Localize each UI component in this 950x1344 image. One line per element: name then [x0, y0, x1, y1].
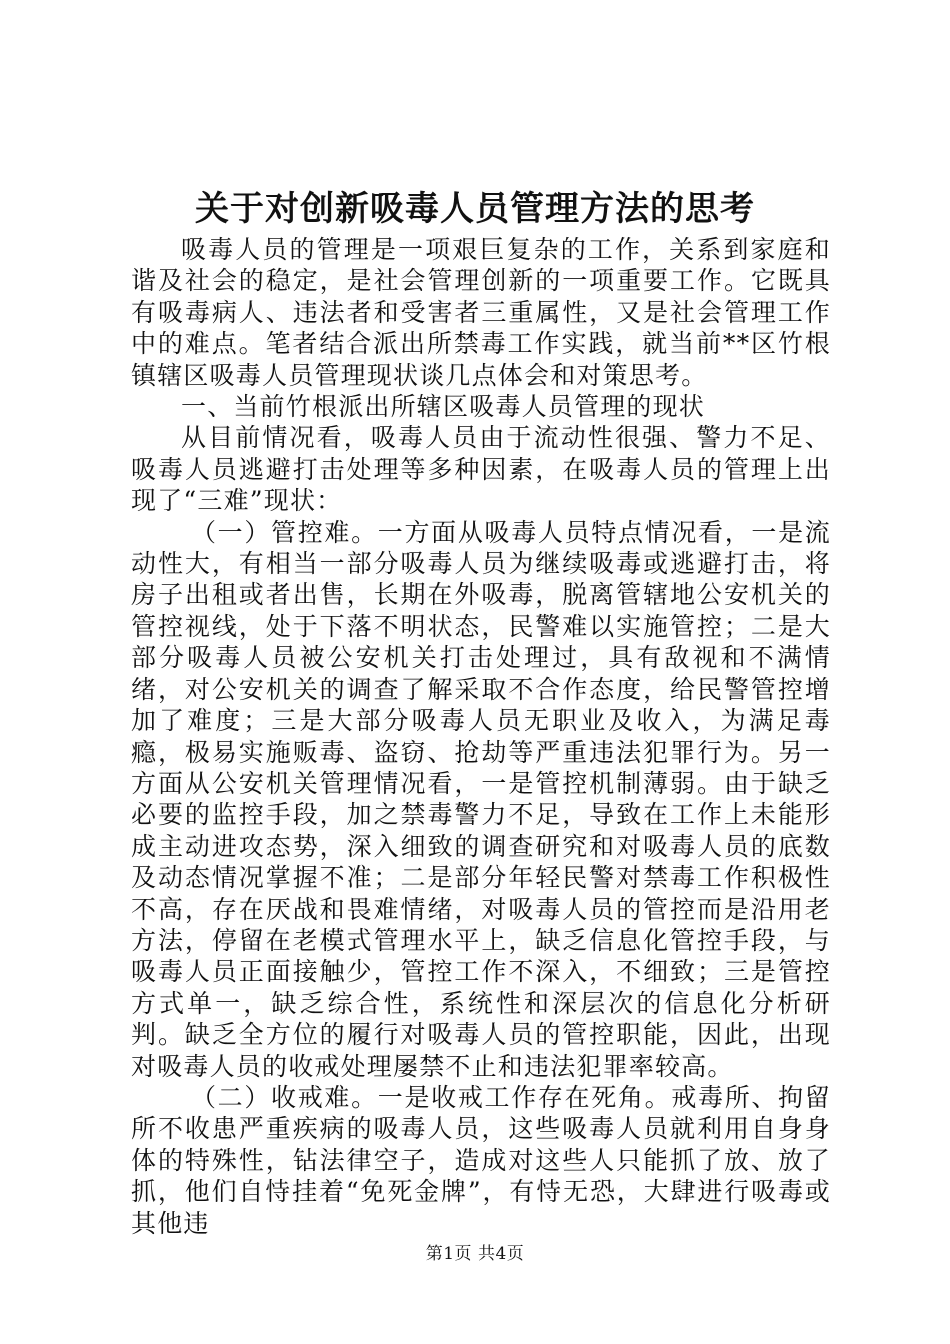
section-heading-1: 一、当前竹根派出所辖区吸毒人员管理的现状 [181, 392, 706, 422]
page-number-footer: 第1页 共4页 [425, 1244, 525, 1264]
paragraph-admission-difficulty: （二）收戒难。一是收戒工作存在死角。戒毒所、拘留所不收患严重疾病的吸毒人员，这些吸毒人员就利用自身身体的特殊性，钻法律空子，造成对这些人只能抓了放、放了抓，他们自恃挂着“免死金牌”，有恃无恐，大肆进行吸毒或其他违 [131, 1082, 831, 1238]
document-title: 关于对创新吸毒人员管理方法的思考 [195, 189, 755, 229]
paragraph-control-difficulty: （一）管控难。一方面从吸毒人员特点情况看，一是流动性大，有相当一部分吸毒人员为继续吸毒或逃避打击，将房子出租或者出售，长期在外吸毒，脱离管辖地公安机关的管控视线，处于下落不明状态，民警难以实施管控；二是大部分吸毒人员被公安机关打击处理过，具有敌视和不满情绪，对公安机关的调查了解采取不合作态度，给民警管控增加了难度；三是大部分吸毒人员无职业及收入，为满足毒瘾，极易实施贩毒、盗窃、抢劫等严重违法犯罪行为。另一方面从公安机关管理情况看，一是管控机制薄弱。由于缺乏必要的监控手段，加之禁毒警力不足，导致在工作上未能形成主动进攻态势，深入细致的调查研究和对吸毒人员的底数及动态情况掌握不准；二是部分年轻民警对禁毒工作积极性不高，存在厌战和畏难情绪，对吸毒人员的管控而是沿用老方法，停留在老模式管理水平上，缺乏信息化管控手段，与吸毒人员正面接触少，管控工作不深入，不细致；三是管控方式单一，缺乏综合性，系统性和深层次的信息化分析研判。缺乏全方位的履行对吸毒人员的管控职能，因此，出现对吸毒人员的收戒处理屡禁不止和违法犯罪率较高。 [131, 517, 831, 1081]
document-body [131, 234, 831, 1239]
paragraph-current-situation: 从目前情况看，吸毒人员由于流动性很强、警力不足、吸毒人员逃避打击处理等多种因素，在吸毒人员的管理上出现了“三难”现状： [131, 423, 831, 516]
paragraph-intro: 吸毒人员的管理是一项艰巨复杂的工作，关系到家庭和谐及社会的稳定，是社会管理创新的一项重要工作。它既具有吸毒病人、违法者和受害者三重属性，又是社会管理工作中的难点。笔者结合派出所禁毒工作实践，就当前**区竹根镇辖区吸毒人员管理现状谈几点体会和对策思考。 [131, 235, 831, 390]
